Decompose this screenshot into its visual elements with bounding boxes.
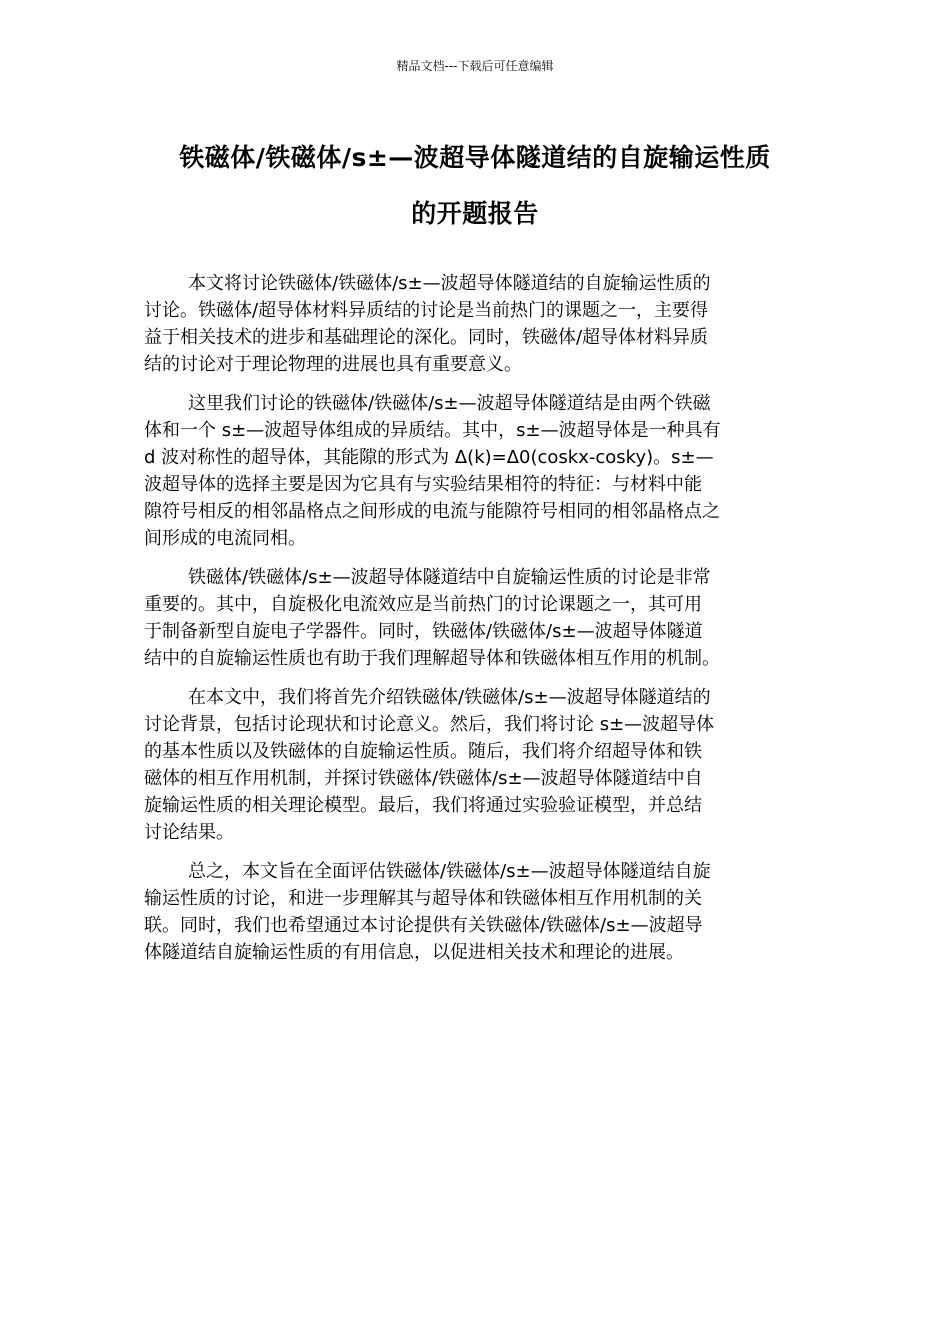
paragraph-line: 隙符号相反的相邻晶格点之间形成的电流与能隙符号相同的相邻晶格点之 (144, 501, 720, 522)
paragraph-line: 在本文中，我们将首先介绍铁磁体/铁磁体/s±—波超导体隧道结的 (188, 687, 711, 708)
paragraph-line: 讨论背景，包括讨论现状和讨论意义。然后，我们将讨论 s±—波超导体 (144, 714, 715, 735)
paragraph-3 (144, 564, 808, 672)
paragraph-line: 结的讨论对于理论物理的进展也具有重要意义。 (144, 354, 522, 375)
paragraph-1 (144, 270, 808, 378)
paragraph-line: d 波对称性的超导体，其能隙的形式为 Δ(k)=Δ0(coskx-cosky)。s±— (144, 447, 714, 468)
paragraph-line: 这里我们讨论的铁磁体/铁磁体/s±—波超导体隧道结是由两个铁磁 (188, 393, 711, 414)
paragraph-line: 联。同时，我们也希望通过本讨论提供有关铁磁体/铁磁体/s±—波超导 (144, 915, 703, 936)
page-header (0, 57, 950, 75)
title-line: 的开题报告 (411, 199, 539, 228)
paragraph-line: 讨论。铁磁体/超导体材料异质结的讨论是当前热门的课题之一，主要得 (144, 300, 709, 321)
paragraph-line: 体隧道结自旋输运性质的有用信息，以促进相关技术和理论的进展。 (144, 942, 684, 963)
title-line: 铁磁体/铁磁体/s±—波超导体隧道结的自旋输运性质 (179, 143, 771, 172)
paragraph-line: 本文将讨论铁磁体/铁磁体/s±—波超导体隧道结的自旋输运性质的 (188, 273, 711, 294)
paragraph-line: 间形成的电流同相。 (144, 528, 306, 549)
paragraph-line: 体和一个 s±—波超导体组成的异质结。其中，s±—波超导体是一种具有 (144, 420, 721, 441)
paragraph-4 (144, 684, 808, 846)
paragraph-2 (144, 390, 808, 552)
document-title (140, 130, 810, 242)
paragraph-line: 输运性质的讨论，和进一步理解其与超导体和铁磁体相互作用机制的关 (144, 888, 702, 909)
paragraph-line: 重要的。其中，自旋极化电流效应是当前热门的讨论课题之一，其可用 (144, 594, 702, 615)
paragraph-line: 于制备新型自旋电子学器件。同时，铁磁体/铁磁体/s±—波超导体隧道 (144, 621, 703, 642)
paragraph-line: 波超导体的选择主要是因为它具有与实验结果相符的特征：与材料中能 (144, 474, 702, 495)
header-text: 精品文档---下载后可任意编辑 (396, 59, 554, 73)
paragraph-line: 结中的自旋输运性质也有助于我们理解超导体和铁磁体相互作用的机制。 (144, 648, 720, 669)
paragraph-line: 讨论结果。 (144, 822, 234, 843)
paragraph-line: 铁磁体/铁磁体/s±—波超导体隧道结中自旋输运性质的讨论是非常 (188, 567, 711, 588)
paragraph-line: 益于相关技术的进步和基础理论的深化。同时，铁磁体/超导体材料异质 (144, 327, 709, 348)
document-body (144, 270, 808, 978)
paragraph-line: 磁体的相互作用机制，并探讨铁磁体/铁磁体/s±—波超导体隧道结中自 (144, 768, 703, 789)
paragraph-line: 的基本性质以及铁磁体的自旋输运性质。随后，我们将介绍超导体和铁 (144, 741, 702, 762)
paragraph-5 (144, 858, 808, 966)
paragraph-line: 总之，本文旨在全面评估铁磁体/铁磁体/s±—波超导体隧道结自旋 (188, 861, 711, 882)
paragraph-line: 旋输运性质的相关理论模型。最后，我们将通过实验验证模型，并总结 (144, 795, 702, 816)
